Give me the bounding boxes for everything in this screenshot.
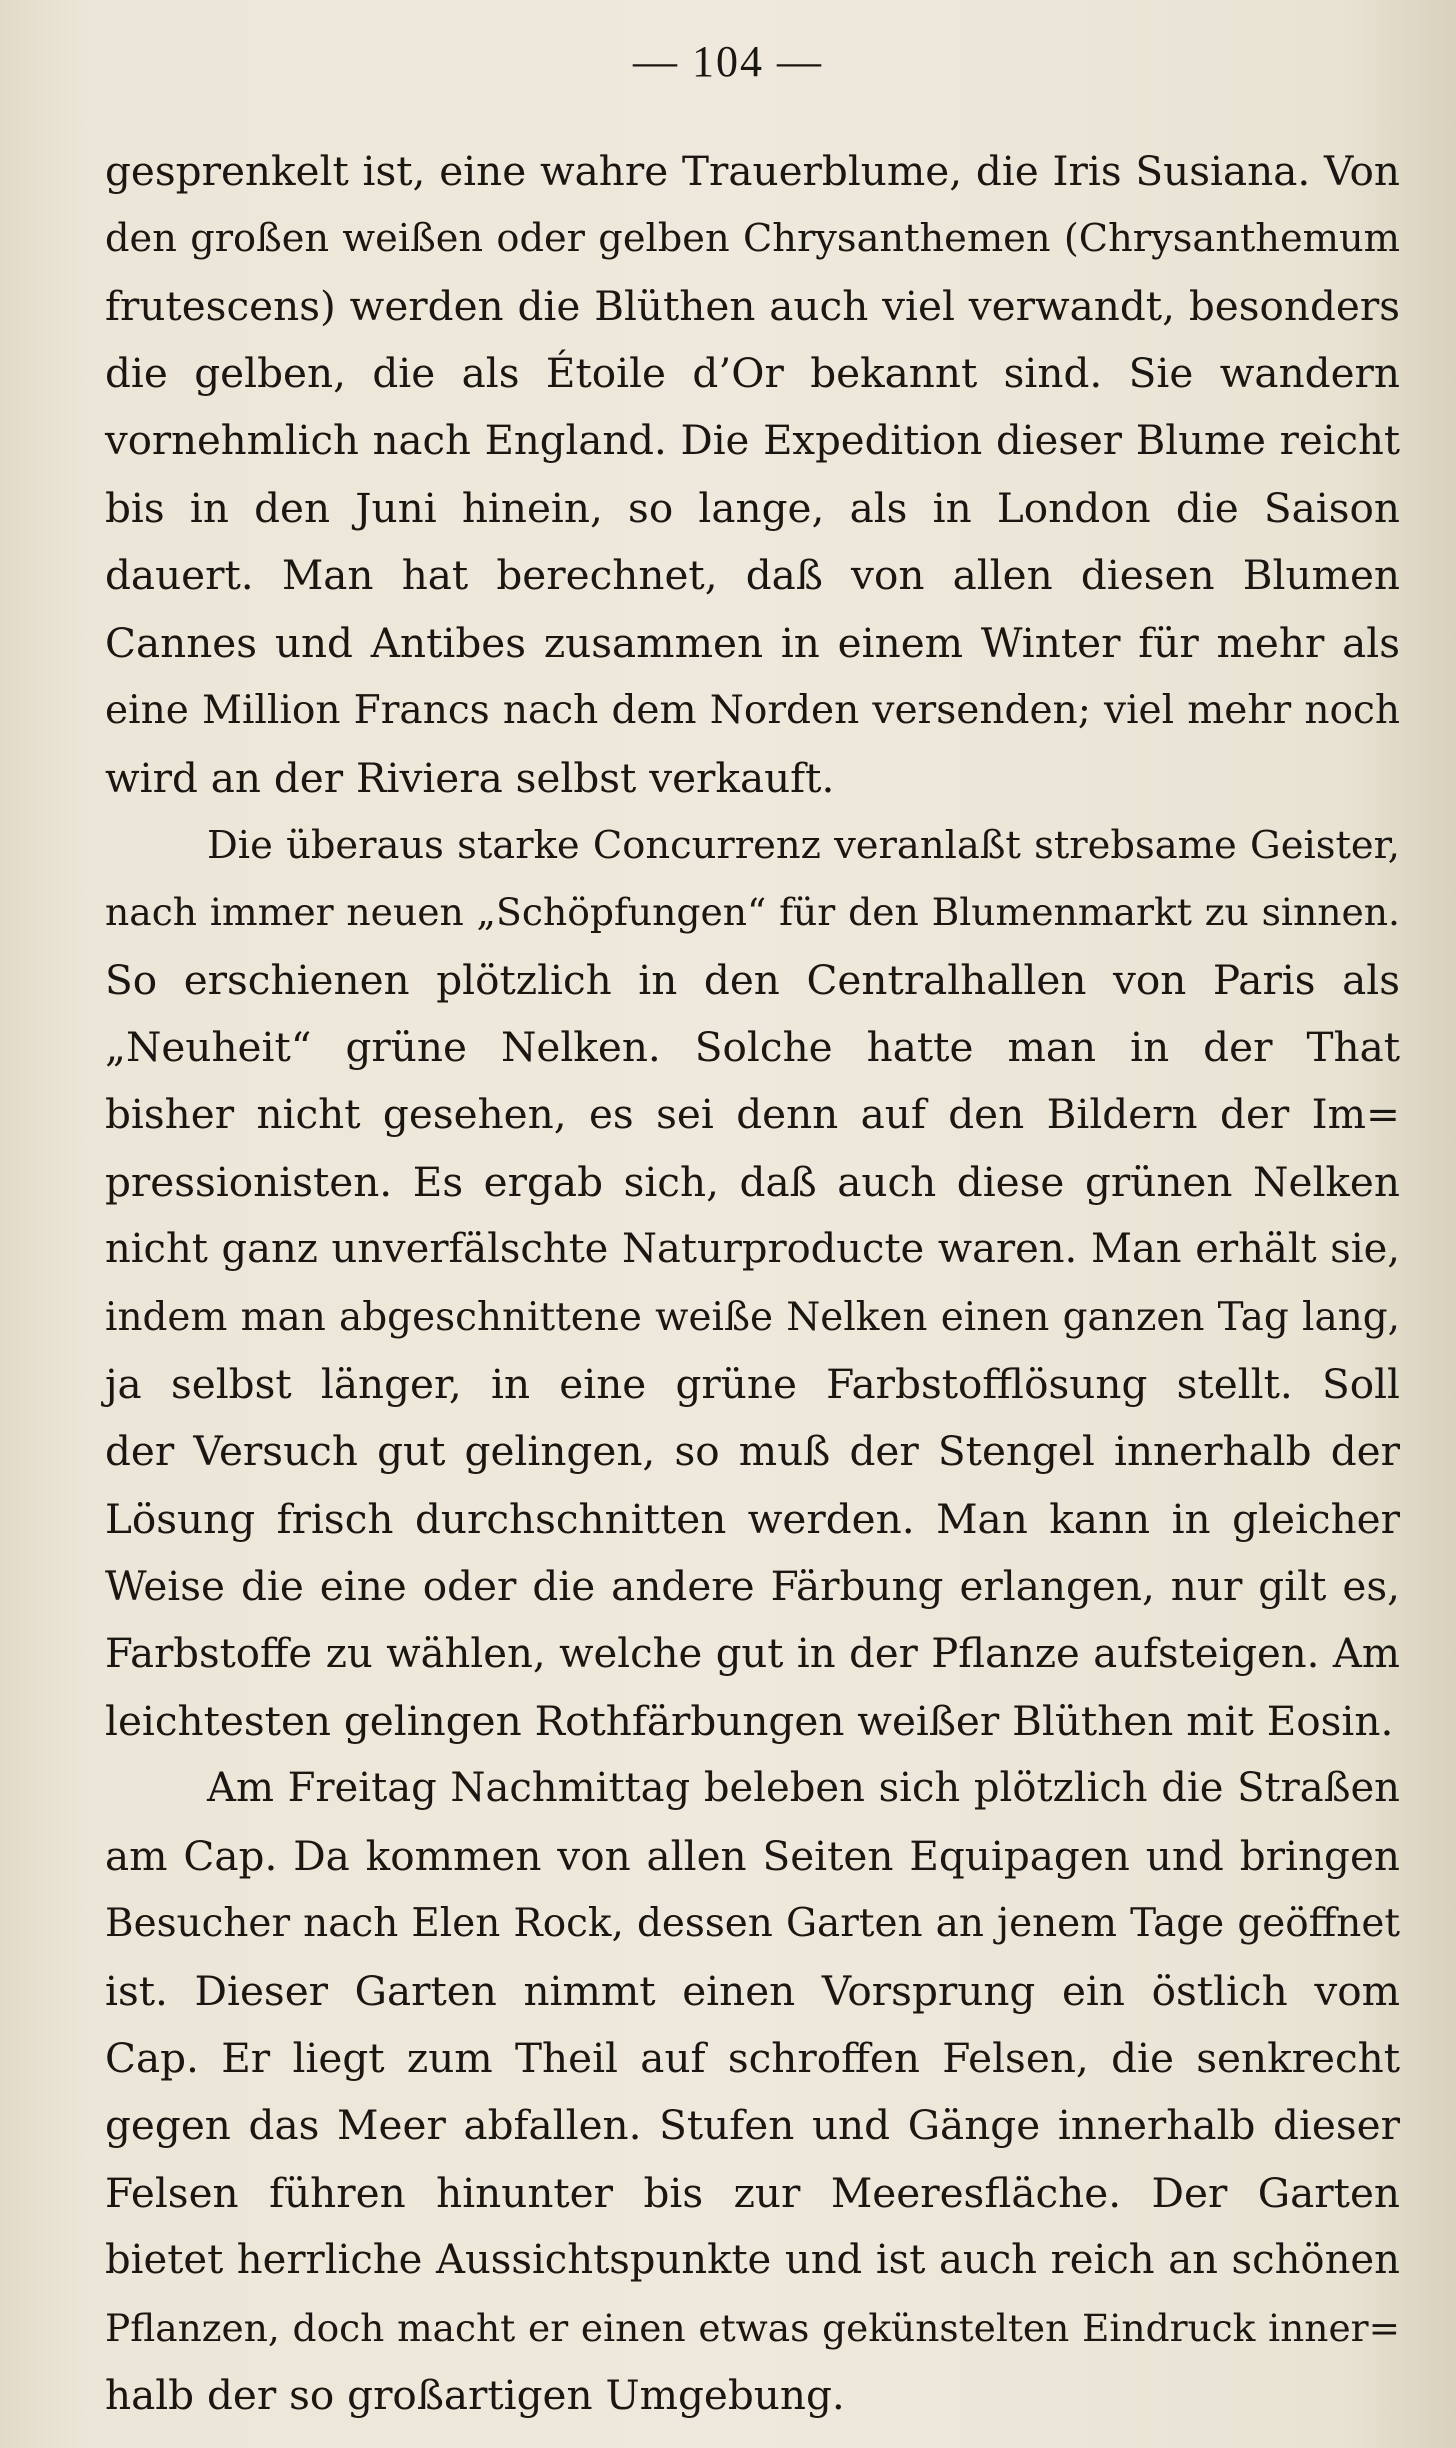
text-line: bietet herrliche Aussichtspunkte und ist auch reich an schönen — [105, 2237, 1400, 2284]
paragraph-1 — [105, 138, 1400, 812]
text-line: wird an der Riviera selbst verkauft. — [105, 753, 835, 802]
text-line: Die überaus starke Concurrenz veranlaßt strebsame Geister, — [207, 822, 1400, 868]
text-line: Pflanzen, doch macht er einen etwas gekünstelten Eindruck inner= — [105, 2305, 1400, 2350]
text-line: der Versuch gut gelingen, so muß der Stengel innerhalb der — [105, 1427, 1400, 1476]
text-line: bisher nicht gesehen, es sei denn auf den Bildern der Im= — [105, 1090, 1400, 1139]
text-line: ja selbst länger, in eine grüne Farbstofflösung stellt. Soll — [105, 1360, 1400, 1409]
page-number: — 104 — — [633, 37, 823, 86]
text-line: leichtesten gelingen Rothfärbungen weißer Blüthen mit Eosin. — [105, 1696, 1394, 1745]
text-line: So erschienen plötzlich in den Centralhallen von Paris als — [105, 955, 1400, 1004]
text-line: nicht ganz unverfälschte Naturproducte waren. Man erhält sie, — [105, 1226, 1400, 1273]
paragraph-2 — [105, 812, 1400, 1755]
text-line: Cap. Er liegt zum Theil auf schroffen Felsen, die senkrecht — [105, 2033, 1400, 2082]
text-line: frutescens) werden die Blüthen auch viel verwandt, besonders — [105, 281, 1400, 330]
text-line: dauert. Man hat berechnet, daß von allen diesen Blumen — [105, 551, 1400, 600]
paragraph-3 — [105, 1755, 1400, 2429]
text-line: Felsen führen hinunter bis zur Meeresfläche. Der Garten — [105, 2168, 1400, 2217]
text-line: indem man abgeschnittene weiße Nelken einen ganzen Tag lang, — [105, 1294, 1400, 1340]
text-line: die gelben, die als Étoile d’Or bekannt sind. Sie wandern — [105, 349, 1400, 398]
text-line: pressionisten. Es ergab sich, daß auch diese grünen Nelken — [105, 1157, 1400, 1206]
text-line: eine Million Francs nach dem Norden versenden; viel mehr noch — [105, 688, 1400, 734]
text-line: Farbstoffe zu wählen, welche gut in der Pflanze aufsteigen. Am — [105, 1630, 1400, 1677]
text-line: „Neuheit“ grüne Nelken. Solche hatte man in der That — [105, 1023, 1400, 1072]
text-line: nach immer neuen „Schöpfungen“ für den Blumenmarkt zu sinnen. — [105, 890, 1400, 935]
text-line: halb der so großartigen Umgebung. — [105, 2370, 845, 2419]
text-line: Cannes und Antibes zusammen in einem Winter für mehr als — [105, 618, 1400, 667]
text-line: Lösung frisch durchschnitten werden. Man kann in gleicher — [105, 1494, 1400, 1543]
text-line: Besucher nach Elen Rock, dessen Garten an jenem Tage geöffnet — [105, 1901, 1400, 1947]
text-line: Weise die eine oder die andere Färbung erlangen, nur gilt es, — [105, 1562, 1400, 1611]
page-body — [105, 138, 1400, 2429]
text-line: den großen weißen oder gelben Chrysanthemen (Chrysanthemum — [105, 216, 1400, 262]
text-line: bis in den Juni hinein, so lange, als in London die Saison — [105, 483, 1400, 532]
text-line: am Cap. Da kommen von allen Seiten Equipagen und bringen — [105, 1831, 1400, 1880]
text-line: ist. Dieser Garten nimmt einen Vorsprung ein östlich vom — [105, 1966, 1400, 2015]
text-line: Am Freitag Nachmittag beleben sich plötzlich die Straßen — [207, 1765, 1400, 1812]
text-line: gesprenkelt ist, eine wahre Trauerblume, die Iris Susiana. Von — [105, 147, 1400, 195]
text-line: vornehmlich nach England. Die Expedition dieser Blume reicht — [105, 417, 1400, 464]
text-line: gegen das Meer abfallen. Stufen und Gänge innerhalb dieser — [105, 2101, 1400, 2150]
